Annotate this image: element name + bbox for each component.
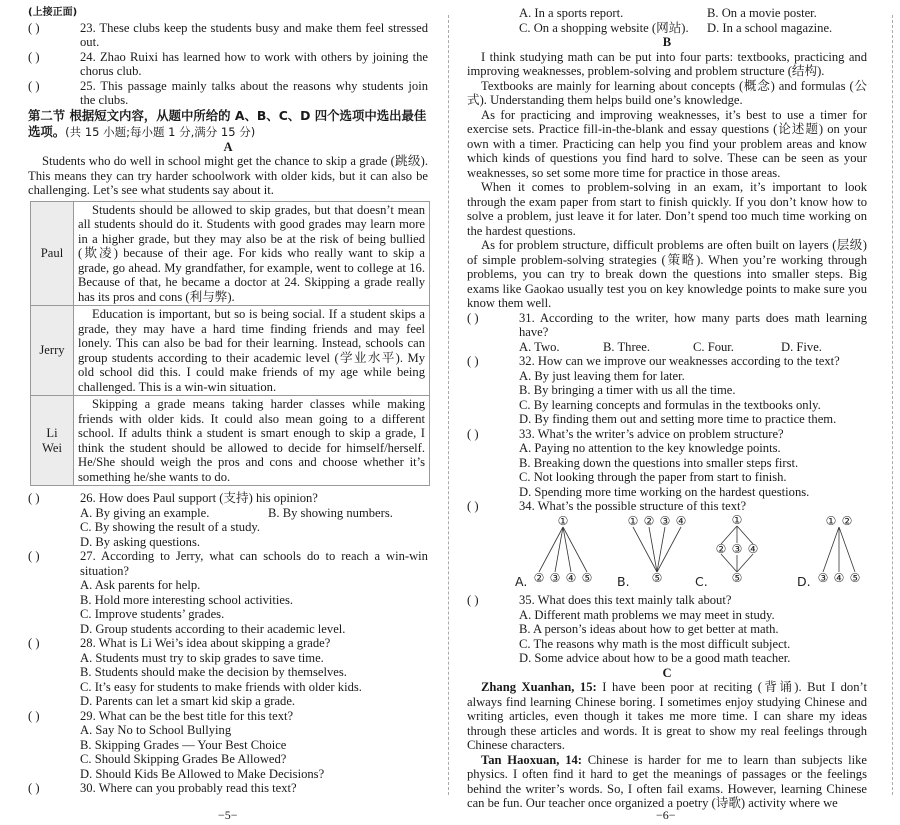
option[interactable]: D. In a school magazine. <box>707 20 833 35</box>
option[interactable]: A. Say No to School Bullying <box>80 723 232 737</box>
answer-blank[interactable]: ( ) <box>28 781 40 795</box>
page-5-column <box>28 6 428 796</box>
node-label: ③ <box>731 541 743 556</box>
option[interactable]: A. By giving an example. <box>80 505 210 520</box>
passage-a-label: A <box>223 139 233 154</box>
option[interactable]: C. By showing the result of a study. <box>80 520 261 534</box>
section-heading: 第二节 根据短文内容，从题中所给的 A、B、C、D 四个选项中选出最佳选项。(共 15 小题;每小题 1 分,满分 15 分) <box>28 107 427 139</box>
passage-b-paragraph: As for problem structure, difficult problems are often built on layers (层级) of simple problem-solving strategies (策略). When you’re working through problems, you can try to break down the questions into smaller steps. Big exams like Gaokao usually test you on key knowledge points to make sure you know them well. <box>467 238 867 310</box>
option[interactable]: B. A person’s ideas about how to get better at math. <box>519 622 779 636</box>
option[interactable]: D. By finding them out and setting more time to practice them. <box>519 412 837 426</box>
node-label: ② <box>533 570 545 585</box>
node-label: ① <box>557 513 569 528</box>
node-label: ② <box>643 513 655 528</box>
passage-b-paragraph: When it comes to problem-solving in an exam, it’s important to look through the exam paper from start to finish quickly. If you don’t know how to solve a problem, just leave it for later. Don’t spend too much time working on the hardest questions. <box>467 180 867 238</box>
passage-b-paragraph: As for practicing and improving weaknesses, it’s best to use a timer for exercise sets. Practice fill-in-the-blank and essay questions (论述题) on your own with a timer. Practicing can help you find your problem areas and know which kinds of questions you find hard to solve. These can be seen as your weaknesses, so set some more time for practice in those areas. <box>467 107 867 180</box>
node-label: ② <box>841 513 853 528</box>
option[interactable]: A. Ask parents for help. <box>80 578 201 592</box>
option[interactable]: B. By showing numbers. <box>268 505 393 520</box>
question-23: ( ) 23. These clubs keep the students busy and make them feel stressed out. <box>28 20 429 49</box>
option[interactable]: C. Not looking through the paper from start to finish. <box>519 470 787 484</box>
node-label: ① <box>627 513 639 528</box>
option[interactable]: C. It’s easy for students to make friends with older kids. <box>80 679 362 694</box>
fold-line <box>892 15 893 795</box>
speaker-name: Jerry <box>31 306 74 396</box>
passage-b-label: B <box>662 35 672 49</box>
question-25: ( ) 25. This passage mainly talks about the reasons why students join the clubs. <box>28 78 428 107</box>
answer-blank[interactable]: ( ) <box>467 426 479 441</box>
answer-blank[interactable]: ( ) <box>28 708 40 723</box>
table-row <box>31 396 430 486</box>
passage-c-paragraph: Zhang Xuanhan, 15: I have been poor at reciting (背诵). But I don’t always find learning Chinese boring. I sometimes enjoy studying Chinese and writing articles, even though it takes me more time. I can share my ideas through these articles and words. It is great to show my real feelings through Chinese characters. <box>467 680 867 752</box>
option[interactable]: D. Group students according to their academic level. <box>80 621 346 636</box>
passage-c-label: C <box>662 665 672 680</box>
speaker-opinion: Skipping a grade means taking harder classes while making friends with older kids. It could also mean going to a different school. If adults think a student is smart enough to skip a grade, I think the student should be allowed to decide for himself/herself. He/She should weigh the pros and cons and choose whether it’s something he/she wants to do. <box>74 396 430 486</box>
passage-b-paragraph: Textbooks are mainly for learning about concepts (概念) and formulas (公式). Understanding them helps build one’s knowledge. <box>467 78 867 107</box>
answer-blank[interactable]: ( ) <box>28 78 40 93</box>
option[interactable]: A. Paying no attention to the key knowledge points. <box>519 441 781 455</box>
option[interactable]: D. By asking questions. <box>80 534 200 549</box>
question-28: ( ) 28. What is Li Wei’s idea about skipping a grade? <box>28 636 331 650</box>
table-row <box>31 201 430 306</box>
node-label: ① <box>731 513 743 527</box>
option[interactable]: A. Students must try to skip grades to save time. <box>80 650 324 665</box>
node-label: ③ <box>659 513 671 528</box>
passage-b-paragraph: I think studying math can be put into four parts: textbooks, practicing and improving weaknesses, problem-solving and problem structure (结构). <box>467 49 867 78</box>
answer-blank[interactable]: ( ) <box>28 549 40 563</box>
passage-a-intro: Students who do well in school might get the chance to skip a grade (跳级). This means they can try harder schoolwork with older kids, but it can also be challenging. Let’s see what students say about it. <box>28 154 428 197</box>
question-31: ( ) 31. According to the writer, how many parts does math learning have? <box>467 310 867 339</box>
question-24: ( ) 24. Zhao Ruixi has learned how to work with others by joining the chorus club. <box>28 49 428 78</box>
option[interactable]: D. Parents can let a smart kid skip a grade. <box>80 694 296 708</box>
structure-diagrams <box>467 514 867 590</box>
answer-blank[interactable]: ( ) <box>467 593 479 607</box>
node-label: ④ <box>565 570 577 585</box>
speaker-opinion: Students should be allowed to skip grades, but that doesn’t mean all students should do it. Students with good grades may learn more in a higher grade, but they may also be at the risk of being bullied (欺凌) because of their age. For kids who really want to skip a grade, go ahead. My grandfather, for example, went to college at 16. Because of that, he became a doctor at 24. Skipping a grade really has its pros and cons (利与弊). <box>74 201 430 306</box>
question-27: ( ) 27. According to Jerry, what can schools do to reach a win-win situation? <box>28 549 428 578</box>
question-29: ( ) 29. What can be the best title for this text? <box>28 708 294 723</box>
option[interactable]: C. On a shopping website (网站). <box>519 20 689 35</box>
option[interactable]: D. Should Kids Be Allowed to Make Decisions? <box>80 766 325 781</box>
option[interactable]: D. Spending more time working on the hardest questions. <box>519 484 810 499</box>
page-number: −6− <box>656 808 676 822</box>
connector-line <box>737 554 753 572</box>
option[interactable]: A. By just leaving them for later. <box>519 368 685 383</box>
connector-line <box>839 527 855 572</box>
answer-blank[interactable]: ( ) <box>467 354 479 368</box>
answer-blank[interactable]: ( ) <box>28 49 40 64</box>
node-label: ⑤ <box>849 570 861 585</box>
option[interactable]: C. Should Skipping Grades Be Allowed? <box>80 752 287 766</box>
option[interactable]: D. Some advice about how to be a good math teacher. <box>519 651 791 665</box>
option-label[interactable]: D. <box>797 573 811 589</box>
node-label: ③ <box>549 570 561 585</box>
node-label: ③ <box>817 570 829 585</box>
option-label[interactable]: B. <box>617 573 630 589</box>
answer-blank[interactable]: ( ) <box>467 499 479 513</box>
page-6-column <box>467 6 867 811</box>
fold-line <box>448 15 449 795</box>
node-label: ④ <box>675 513 687 528</box>
question-35: ( ) 35. What does this text mainly talk about? <box>467 593 732 607</box>
option-label[interactable]: A. <box>515 573 528 589</box>
question-32: ( ) 32. How can we improve our weaknesses according to the text? <box>467 354 840 368</box>
question-34: ( ) 34. What’s the possible structure of this text? <box>467 499 747 513</box>
speaker: Zhang Xuanhan, 15: <box>481 680 597 694</box>
opinions-table <box>30 201 430 487</box>
node-label: ① <box>825 513 837 528</box>
table-row <box>31 306 430 396</box>
option[interactable]: C. The reasons why math is the most difficult subject. <box>519 636 791 651</box>
option[interactable]: A. Two. <box>519 339 560 354</box>
answer-blank[interactable]: ( ) <box>28 20 40 35</box>
option[interactable]: B. Students should make the decision by themselves. <box>80 665 347 679</box>
node-label: ⑤ <box>731 570 743 585</box>
option[interactable]: D. Five. <box>781 339 822 354</box>
option[interactable]: B. By bringing a timer with us all the time. <box>519 383 736 397</box>
speaker-opinion: Education is important, but so is being social. If a student skips a grade, they may have a hard time finding friends and may feel lonely. This can also be bad for their learning. Instead, schools can group students according to their academic level (学业水平). My old school did this. I could make friends of my age while being challenged. This is a win-win situation. <box>74 306 430 396</box>
passage-c-paragraph: Tan Haoxuan, 14: Chinese is harder for me to learn than subjects like physics. I often find it hard to get the meanings of passages or the feelings behind the writer’s words. So, I often fail exams. However, learning Chinese can be fun. Our teacher once organized a poetry (诗歌) activity where we <box>467 752 867 810</box>
answer-blank[interactable]: ( ) <box>28 636 40 650</box>
answer-blank[interactable]: ( ) <box>28 491 40 505</box>
node-label: ④ <box>747 541 759 556</box>
answer-blank[interactable]: ( ) <box>467 310 479 325</box>
node-label: ⑤ <box>651 570 663 585</box>
node-label: ⑤ <box>581 570 593 585</box>
option-label[interactable]: C. <box>695 573 708 589</box>
option[interactable]: C. Four. <box>693 339 734 354</box>
connector-line <box>823 527 839 572</box>
option[interactable]: A. Different math problems we may meet in study. <box>519 607 775 622</box>
option[interactable]: C. Improve students’ grades. <box>80 607 225 621</box>
option[interactable]: B. Three. <box>603 339 650 354</box>
option[interactable]: B. Skipping Grades — Your Best Choice <box>80 737 287 752</box>
speaker-name: Paul <box>31 201 74 306</box>
option[interactable]: B. Hold more interesting school activities. <box>80 592 294 607</box>
page-number: −5− <box>218 808 238 822</box>
node-label: ② <box>715 541 727 556</box>
speaker: Tan Haoxuan, 14: <box>481 752 583 767</box>
option[interactable]: A. In a sports report. <box>519 6 624 20</box>
node-label: ④ <box>833 570 845 585</box>
speaker-name: Li Wei <box>31 396 74 486</box>
option[interactable]: B. On a movie poster. <box>707 6 817 20</box>
question-30: ( ) 30. Where can you probably read this text? <box>28 781 297 795</box>
connector-line <box>721 554 737 572</box>
question-26: ( ) 26. How does Paul support (支持) his opinion? <box>28 491 318 505</box>
option[interactable]: C. By learning concepts and formulas in the textbooks only. <box>519 397 821 412</box>
question-33: ( ) 33. What’s the writer’s advice on problem structure? <box>467 426 784 441</box>
option[interactable]: B. Breaking down the questions into smaller steps first. <box>519 455 799 470</box>
continued-note: (上接正面) <box>28 7 78 18</box>
